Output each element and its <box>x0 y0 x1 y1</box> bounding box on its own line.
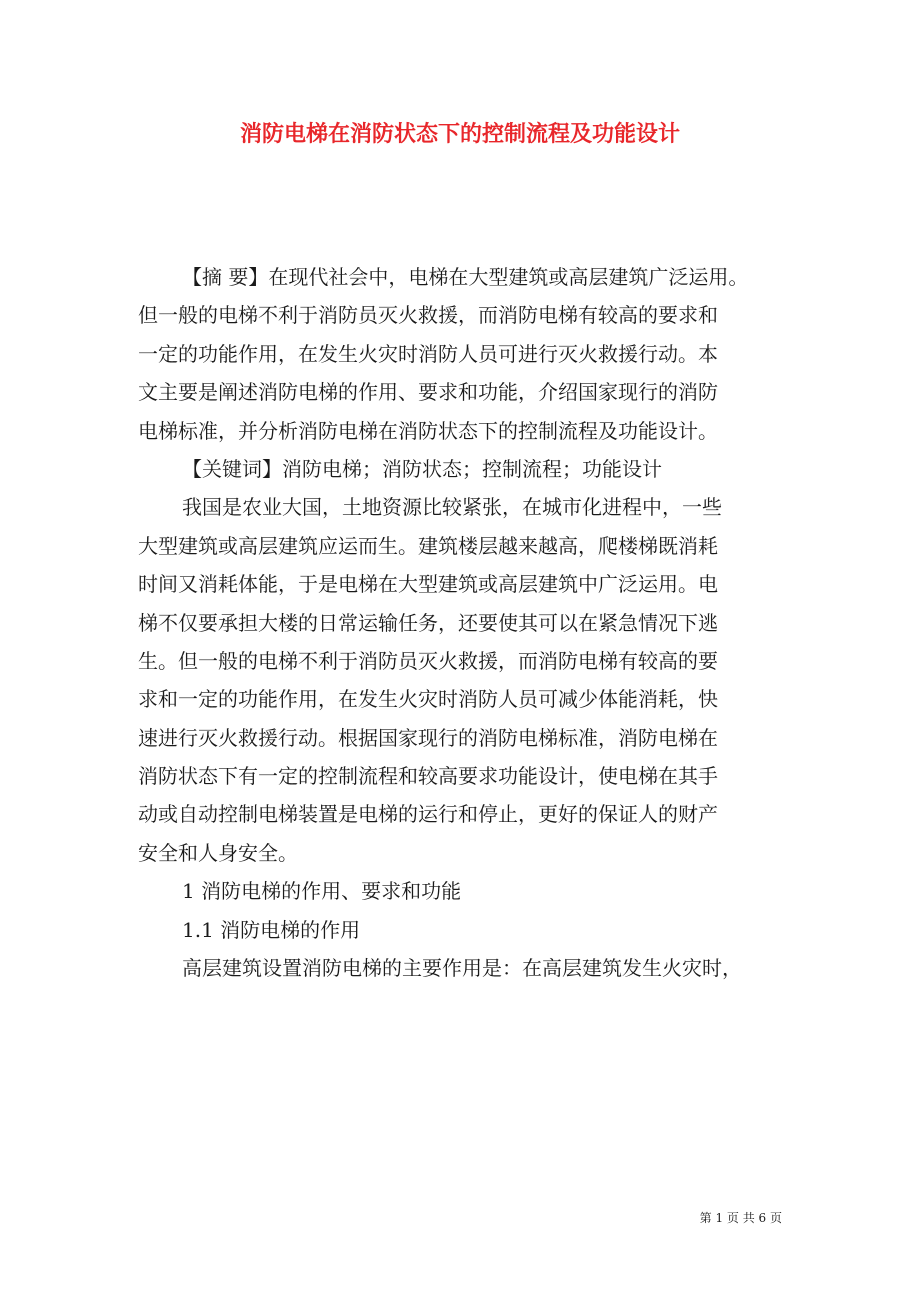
paragraph-line: 我国是农业大国，土地资源比较紧张，在城市化进程中，一些 <box>182 495 722 520</box>
paragraph-line: 高层建筑设置消防电梯的主要作用是：在高层建筑发生火灾时， <box>182 956 742 981</box>
abstract-line: 但一般的电梯不利于消防员灭火救援，而消防电梯有较高的要求和 <box>138 303 718 328</box>
paragraph-line: 消防状态下有一定的控制流程和较高要求功能设计，使电梯在其手 <box>138 764 718 789</box>
keywords-line: 【关键词】消防电梯；消防状态；控制流程；功能设计 <box>182 456 662 481</box>
paragraph-line: 大型建筑或高层建筑应运而生。建筑楼层越来越高，爬楼梯既消耗 <box>138 533 718 558</box>
subsection-heading: 1.1 消防电梯的作用 <box>182 917 361 942</box>
paragraph-line: 求和一定的功能作用，在发生火灾时消防人员可减少体能消耗，快 <box>138 687 718 712</box>
page-number-footer: 第 1 页 共 6 页 <box>699 1211 782 1225</box>
paragraph-line: 速进行灭火救援行动。根据国家现行的消防电梯标准，消防电梯在 <box>138 725 718 750</box>
document-title: 消防电梯在消防状态下的控制流程及功能设计 <box>239 121 680 147</box>
paragraph-line: 动或自动控制电梯装置是电梯的运行和停止，更好的保证人的财产 <box>138 802 718 827</box>
paragraph-line: 生。但一般的电梯不利于消防员灭火救援，而消防电梯有较高的要 <box>138 648 718 673</box>
document-body <box>138 258 798 987</box>
paragraph-line: 安全和人身安全。 <box>138 840 298 865</box>
abstract-line: 【摘 要】在现代社会中，电梯在大型建筑或高层建筑广泛运用。 <box>182 265 749 289</box>
section-heading: 1 消防电梯的作用、要求和功能 <box>182 879 462 904</box>
paragraph-line: 时间又消耗体能，于是电梯在大型建筑或高层建筑中广泛运用。电 <box>138 572 718 597</box>
abstract-line: 一定的功能作用，在发生火灾时消防人员可进行灭火救援行动。本 <box>138 341 718 366</box>
abstract-line: 电梯标准，并分析消防电梯在消防状态下的控制流程及功能设计。 <box>138 418 718 443</box>
paragraph-line: 梯不仅要承担大楼的日常运输任务，还要使其可以在紧急情况下逃 <box>138 610 718 635</box>
abstract-line: 文主要是阐述消防电梯的作用、要求和功能，介绍国家现行的消防 <box>138 380 718 405</box>
